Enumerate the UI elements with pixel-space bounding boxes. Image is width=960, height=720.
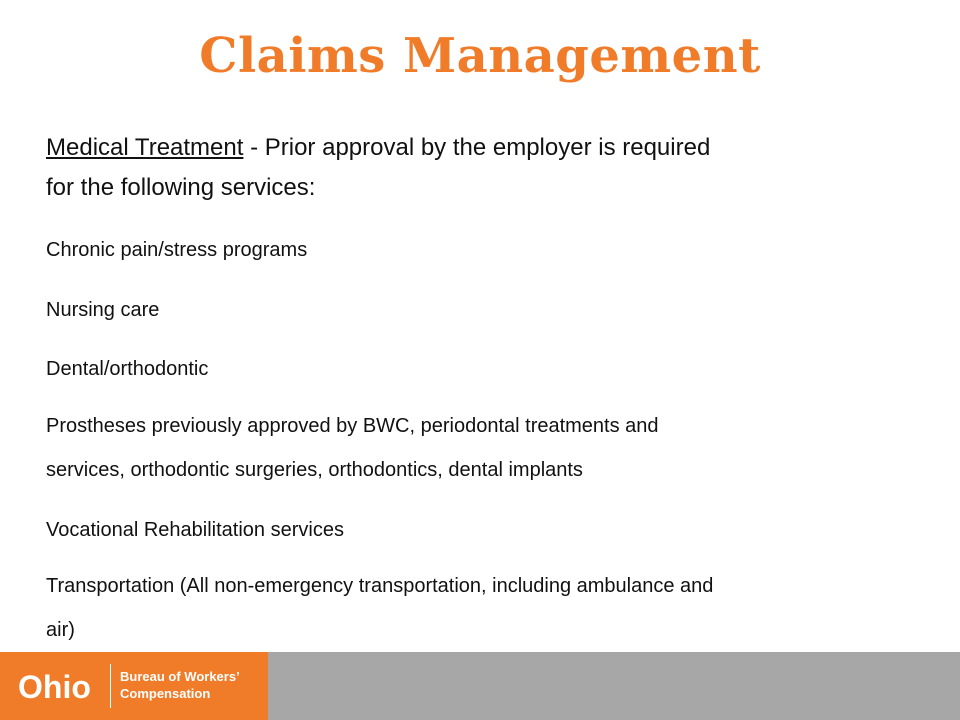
- service-item-prostheses-line-2: services, orthodontic surgeries, orthodontics, dental implants: [46, 459, 583, 481]
- ohio-logo: [18, 669, 110, 705]
- bureau-name-line-2: Compensation: [120, 686, 211, 701]
- intro-paragraph: [46, 128, 936, 208]
- intro-text-line-1: - Prior approval by the employer is required: [243, 134, 711, 161]
- service-item-nursing: Nursing care: [46, 299, 160, 321]
- bureau-name-line-1: Bureau of Workers’: [120, 669, 240, 684]
- intro-heading: Medical Treatment: [46, 134, 244, 161]
- bureau-name: [120, 668, 240, 702]
- ohio-logo-text: Ohio: [18, 669, 91, 705]
- service-item-transportation-line-1: Transportation (All non-emergency transportation, including ambulance and: [46, 575, 714, 597]
- service-item-vocational: Vocational Rehabilitation services: [46, 519, 344, 541]
- service-item-prostheses-line-1: Prostheses previously approved by BWC, periodontal treatments and: [46, 415, 659, 437]
- slide-title: Claims Management: [199, 28, 761, 84]
- intro-text-line-2: for the following services:: [46, 174, 316, 201]
- service-item-dental: Dental/orthodontic: [46, 358, 209, 380]
- service-item-chronic-pain: Chronic pain/stress programs: [46, 239, 308, 261]
- bwc-logo-block: [0, 652, 268, 720]
- logo-divider: [110, 664, 111, 708]
- footer-bar: [0, 652, 960, 720]
- service-item-transportation-line-2: air): [46, 619, 75, 641]
